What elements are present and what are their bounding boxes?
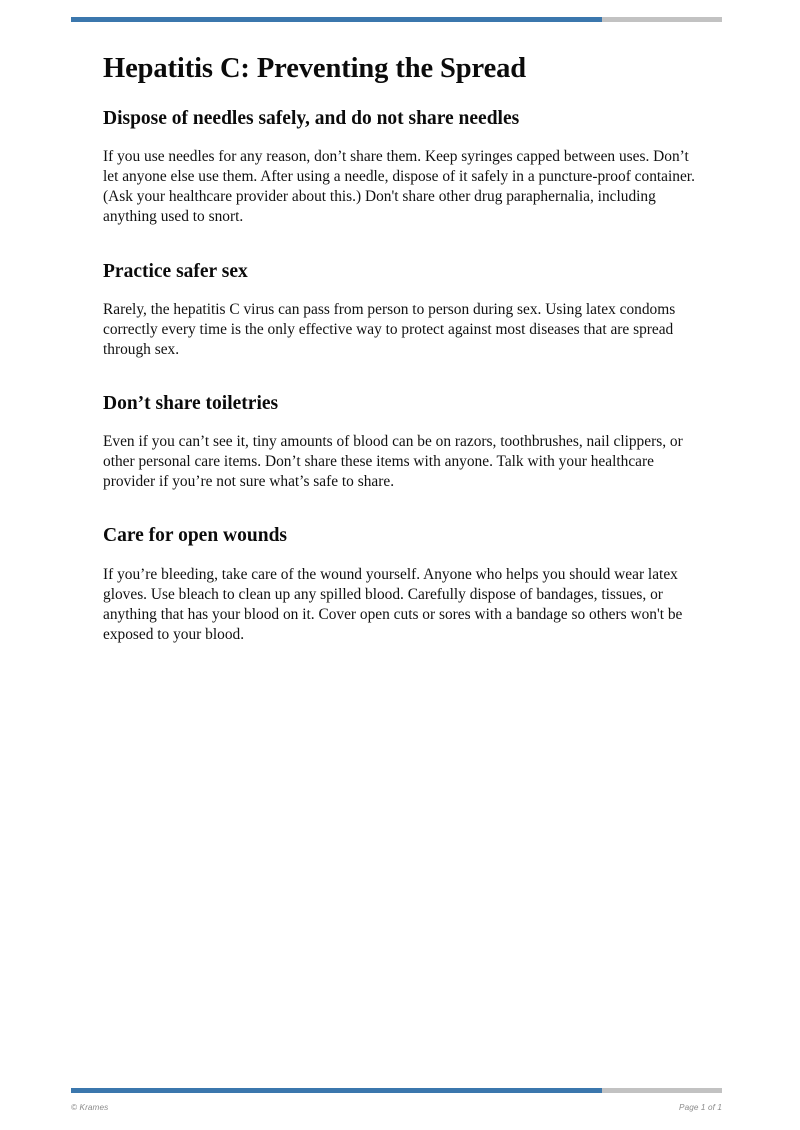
page-title: Hepatitis C: Preventing the Spread: [103, 53, 527, 84]
footer-rule-blue-segment: [71, 1088, 602, 1093]
section-practice-safer-sex: [103, 260, 700, 360]
section-heading: Dispose of needles safely, and do not share needles: [103, 108, 520, 130]
copyright-notice: © Krames: [71, 1103, 109, 1112]
header-rule-bar: [71, 17, 722, 22]
section-dispose-of-needles: [103, 107, 700, 227]
footer-rule-bar: [71, 1088, 722, 1093]
section-paragraph: Even if you can’t see it, tiny amounts of blood can be on razors, toothbrushes, nail clippers, or other personal care items. Don’t share these items with anyone. Talk with your healthcare provider if you’re not sure what’s safe to share.: [103, 433, 683, 491]
section-dont-share-toiletries: [103, 392, 700, 492]
header-rule-gray-segment: [602, 17, 722, 22]
section-care-for-open-wounds: [103, 524, 700, 644]
section-heading: Practice safer sex: [103, 260, 248, 282]
page-number: Page 1 of 1: [679, 1103, 722, 1112]
section-paragraph: If you’re bleeding, take care of the wound yourself. Anyone who helps you should wear latex gloves. Use bleach to clean up any spilled blood. Carefully dispose of bandages, tissues, or anything that has your blood on it. Cover open cuts or sores with a bandage so others won't be exposed to your blood.: [103, 565, 683, 643]
section-heading: Care for open wounds: [103, 525, 288, 547]
section-paragraph: If you use needles for any reason, don’t share them. Keep syringes capped between uses. Don’t let anyone else use them. After using a needle, dispose of it safely in a puncture-proof container. (Ask your healthcare provider about this.) Don't share other drug paraphernalia, including anything used to snort.: [103, 148, 695, 226]
footer-rule-gray-segment: [602, 1088, 722, 1093]
document-body: [103, 52, 700, 645]
section-heading: Don’t share toiletries: [103, 392, 279, 414]
header-rule-blue-segment: [71, 17, 602, 22]
section-paragraph: Rarely, the hepatitis C virus can pass from person to person during sex. Using latex condoms correctly every time is the only effective way to protect against most diseases that are spread through sex.: [103, 300, 676, 358]
page-footer: [71, 1103, 722, 1112]
